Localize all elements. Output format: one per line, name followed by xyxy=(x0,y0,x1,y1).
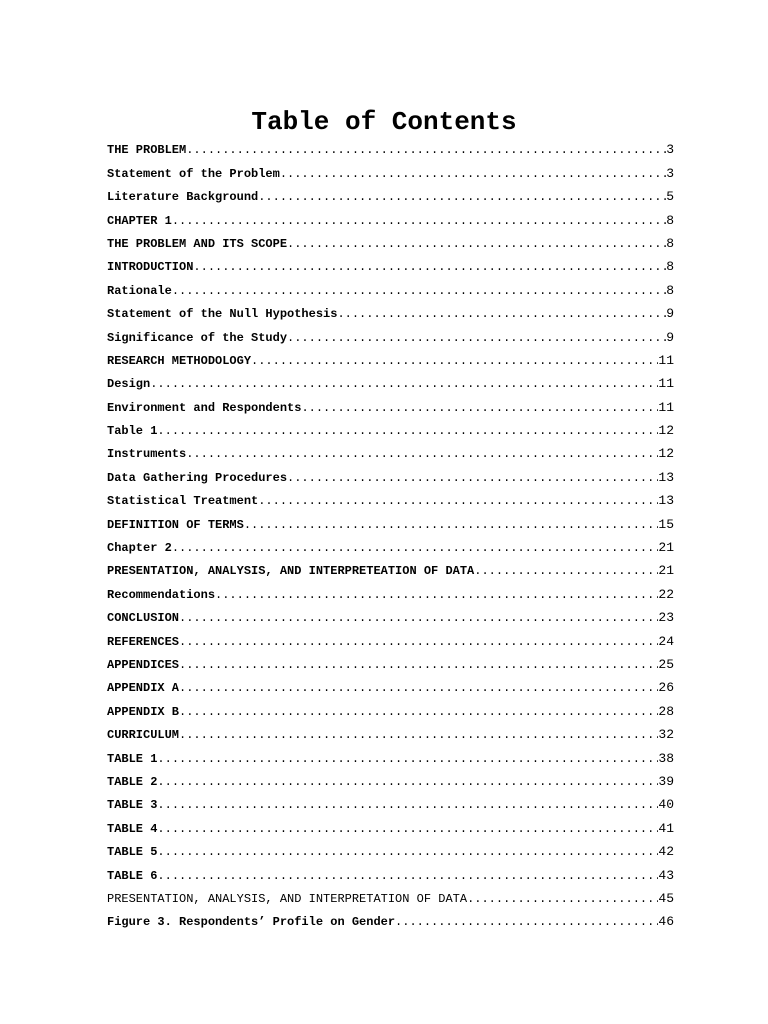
toc-entry xyxy=(107,368,674,391)
toc-entry-page-number: 8 xyxy=(666,235,674,251)
toc-entry-label: Chapter 2 xyxy=(107,541,172,556)
dot-leader xyxy=(157,798,658,812)
toc-entry-label: Design xyxy=(107,377,151,392)
toc-entry-label: Statement of the Null Hypothesis xyxy=(107,307,338,322)
dot-leader xyxy=(157,424,658,438)
toc-entry-label: APPENDIX B xyxy=(107,704,180,719)
dot-leader xyxy=(157,869,658,883)
toc-entry xyxy=(107,391,674,414)
toc-entry-label: CURRICULUM xyxy=(107,728,180,743)
toc-entry xyxy=(107,625,674,648)
toc-entry xyxy=(107,742,674,765)
toc-entry xyxy=(107,181,674,204)
toc-entry-label: PRESENTATION, ANALYSIS, AND INTERPRETEATION OF DATA xyxy=(107,564,475,579)
toc-entry-page-number: 40 xyxy=(658,797,674,813)
toc-entry xyxy=(107,134,674,157)
toc-entry-page-number: 12 xyxy=(658,423,674,439)
toc-entry-label: THE PROBLEM AND ITS SCOPE xyxy=(107,236,288,251)
toc-entry xyxy=(107,906,674,929)
toc-entry xyxy=(107,438,674,461)
toc-entry-page-number: 43 xyxy=(658,867,674,883)
toc-entry xyxy=(107,532,674,555)
toc-entry xyxy=(107,789,674,812)
toc-title: Table of Contents xyxy=(251,107,517,137)
dot-leader xyxy=(258,494,658,508)
dot-leader xyxy=(179,611,658,625)
dot-leader xyxy=(395,915,658,929)
dot-leader xyxy=(287,237,666,251)
toc-entry-label: INTRODUCTION xyxy=(107,260,194,275)
toc-entry-label: Data Gathering Procedures xyxy=(107,470,288,485)
toc-entry-label: TABLE 1 xyxy=(107,751,158,766)
toc-entry-page-number: 9 xyxy=(666,329,674,345)
toc-entry-label: TABLE 5 xyxy=(107,845,158,860)
toc-entry xyxy=(107,485,674,508)
toc-entry-page-number: 8 xyxy=(666,259,674,275)
toc-entry xyxy=(107,274,674,297)
toc-entry xyxy=(107,415,674,438)
toc-entry-page-number: 12 xyxy=(658,446,674,462)
dot-leader xyxy=(179,635,658,649)
toc-entry-page-number: 45 xyxy=(658,890,674,906)
toc-entry-page-number: 28 xyxy=(658,703,674,719)
toc-entry-label: CHAPTER 1 xyxy=(107,213,172,228)
dot-leader xyxy=(215,588,658,602)
dot-leader xyxy=(467,892,658,906)
toc-entry-label: THE PROBLEM xyxy=(107,143,187,158)
toc-entry-label: Significance of the Study xyxy=(107,330,288,345)
toc-entry-page-number: 8 xyxy=(666,282,674,298)
toc-entry-page-number: 46 xyxy=(658,914,674,930)
toc-entry xyxy=(107,298,674,321)
toc-entry xyxy=(107,321,674,344)
toc-entry-label: TABLE 6 xyxy=(107,868,158,883)
dot-leader xyxy=(287,471,658,485)
dot-leader xyxy=(287,331,666,345)
toc-entry-label: Rationale xyxy=(107,283,172,298)
toc-entry-page-number: 11 xyxy=(658,352,674,368)
dot-leader xyxy=(186,447,658,461)
toc-entry xyxy=(107,578,674,601)
dot-leader xyxy=(157,775,658,789)
toc-entry-page-number: 21 xyxy=(658,540,674,556)
toc-entry-label: PRESENTATION, ANALYSIS, AND INTERPRETATION OF DATA xyxy=(107,891,468,906)
toc-entry-label: Statement of the Problem xyxy=(107,166,280,181)
dot-leader xyxy=(172,214,666,228)
toc-entry-label: Table 1 xyxy=(107,424,158,439)
toc-entry-page-number: 41 xyxy=(658,820,674,836)
toc-entry xyxy=(107,766,674,789)
dot-leader xyxy=(157,845,658,859)
dot-leader xyxy=(186,143,666,157)
toc-entry-label: Figure 3. Respondents’ Profile on Gender xyxy=(107,915,396,930)
toc-entry xyxy=(107,883,674,906)
toc-entry-page-number: 39 xyxy=(658,773,674,789)
toc-entry-page-number: 9 xyxy=(666,306,674,322)
toc-entry xyxy=(107,649,674,672)
toc-entry-page-number: 3 xyxy=(666,142,674,158)
toc-entry-label: RESEARCH METHODOLOGY xyxy=(107,353,252,368)
dot-leader xyxy=(157,822,658,836)
toc-entry-page-number: 11 xyxy=(658,399,674,415)
dot-leader xyxy=(337,307,666,321)
toc-entry-page-number: 15 xyxy=(658,516,674,532)
toc-entry-page-number: 3 xyxy=(666,165,674,181)
toc-entry-page-number: 11 xyxy=(658,376,674,392)
toc-entry-label: TABLE 2 xyxy=(107,774,158,789)
toc-entry-page-number: 13 xyxy=(658,493,674,509)
toc-entry xyxy=(107,508,674,531)
toc-entry xyxy=(107,555,674,578)
toc-entry-label: Statistical Treatment xyxy=(107,494,259,509)
dot-leader xyxy=(150,377,658,391)
toc-entry xyxy=(107,251,674,274)
toc-entry-label: TABLE 3 xyxy=(107,798,158,813)
toc-entry-label: Recommendations xyxy=(107,587,216,602)
toc-entry xyxy=(107,228,674,251)
toc-entry-page-number: 26 xyxy=(658,680,674,696)
toc-entry-page-number: 42 xyxy=(658,844,674,860)
toc-entry-label: CONCLUSION xyxy=(107,611,180,626)
toc-entry-label: APPENDICES xyxy=(107,657,180,672)
toc-entry-label: Instruments xyxy=(107,447,187,462)
toc-entry-page-number: 5 xyxy=(666,189,674,205)
dot-leader xyxy=(179,658,658,672)
toc-entry-label: APPENDIX A xyxy=(107,681,180,696)
toc-entry-page-number: 13 xyxy=(658,469,674,485)
toc-entry xyxy=(107,672,674,695)
toc-entry-page-number: 22 xyxy=(658,586,674,602)
toc-entry-page-number: 21 xyxy=(658,563,674,579)
dot-leader xyxy=(179,705,658,719)
toc-entry xyxy=(107,204,674,227)
dot-leader xyxy=(244,518,659,532)
toc-entry-label: DEFINITION OF TERMS xyxy=(107,517,244,532)
toc-entry xyxy=(107,836,674,859)
toc-entry xyxy=(107,157,674,180)
toc-entry-label: TABLE 4 xyxy=(107,821,158,836)
dot-leader xyxy=(172,284,666,298)
dot-leader xyxy=(157,752,658,766)
dot-leader xyxy=(301,401,658,415)
dot-leader xyxy=(474,564,658,578)
toc-entry xyxy=(107,602,674,625)
dot-leader xyxy=(280,167,666,181)
toc-entry xyxy=(107,345,674,368)
toc-entry-label: Environment and Respondents xyxy=(107,400,302,415)
toc-entry-label: REFERENCES xyxy=(107,634,180,649)
toc-entry xyxy=(107,461,674,484)
toc-entry-label: Literature Background xyxy=(107,190,259,205)
toc-entry-page-number: 38 xyxy=(658,750,674,766)
toc-entry xyxy=(107,695,674,718)
dot-leader xyxy=(172,541,659,555)
toc-entry-page-number: 32 xyxy=(658,727,674,743)
toc-entry-page-number: 23 xyxy=(658,610,674,626)
dot-leader xyxy=(179,728,658,742)
dot-leader xyxy=(258,190,666,204)
dot-leader xyxy=(251,354,658,368)
toc-entry-page-number: 8 xyxy=(666,212,674,228)
toc-entry-page-number: 24 xyxy=(658,633,674,649)
toc-entry xyxy=(107,812,674,835)
dot-leader xyxy=(179,681,658,695)
toc-list xyxy=(107,134,674,929)
toc-entry xyxy=(107,859,674,882)
toc-entry-page-number: 25 xyxy=(658,656,674,672)
dot-leader xyxy=(193,260,666,274)
toc-entry xyxy=(107,719,674,742)
